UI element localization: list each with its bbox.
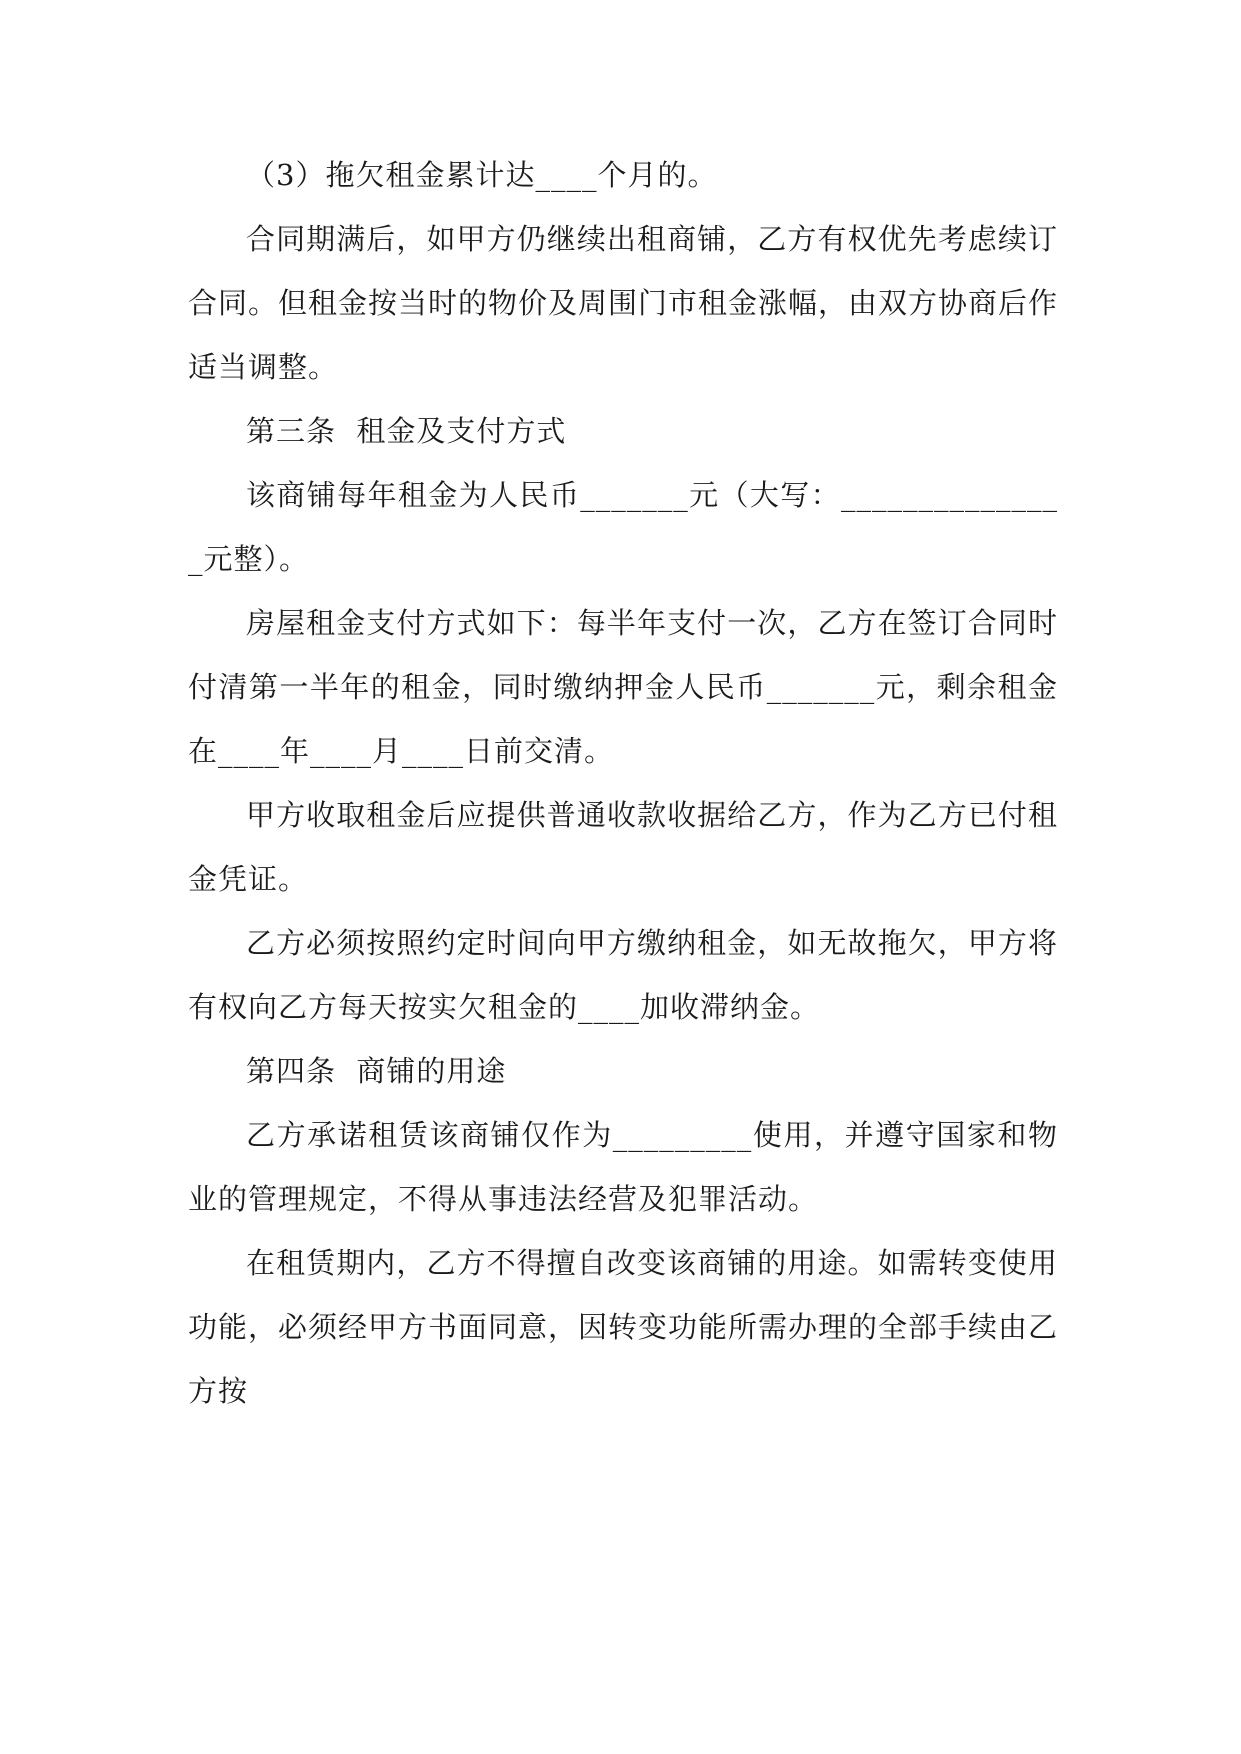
receipt-paragraph: 甲方收取租金后应提供普通收款收据给乙方，作为乙方已付租金凭证。 bbox=[188, 798, 1058, 896]
usage-change-paragraph: 在租赁期内，乙方不得擅自改变该商铺的用途。如需转变使用功能，必须经甲方书面同意，因转变功能所需办理的全部手续由乙方按 bbox=[188, 1246, 1059, 1408]
renewal-paragraph: 合同期满后，如甲方仍继续出租商铺，乙方有权优先考虑续订合同。但租金按当时的物价及周围门市租金涨幅，由双方协商后作适当调整。 bbox=[188, 222, 1059, 384]
usage-paragraph: 乙方承诺租赁该商铺仅作为_________使用，并遵守国家和物业的管理规定，不得从事违法经营及犯罪活动。 bbox=[188, 1118, 1058, 1216]
annual-rent-paragraph: 该商铺每年租金为人民币_______元（大写：_______________元整）。 bbox=[188, 478, 1058, 576]
document-body bbox=[188, 143, 1058, 1423]
article-3-heading: 第三条 租金及支付方式 bbox=[246, 414, 567, 448]
clause-item-3: （3）拖欠租金累计达____个月的。 bbox=[246, 158, 718, 192]
late-fee-paragraph: 乙方必须按照约定时间向甲方缴纳租金，如无故拖欠，甲方将有权向乙方每天按实欠租金的____加收滞纳金。 bbox=[188, 926, 1058, 1024]
article-4-heading: 第四条 商铺的用途 bbox=[246, 1054, 507, 1088]
payment-method-paragraph: 房屋租金支付方式如下：每半年支付一次，乙方在签订合同时付清第一半年的租金，同时缴纳押金人民币_______元，剩余租金在____年____月____日前交清。 bbox=[188, 606, 1058, 768]
